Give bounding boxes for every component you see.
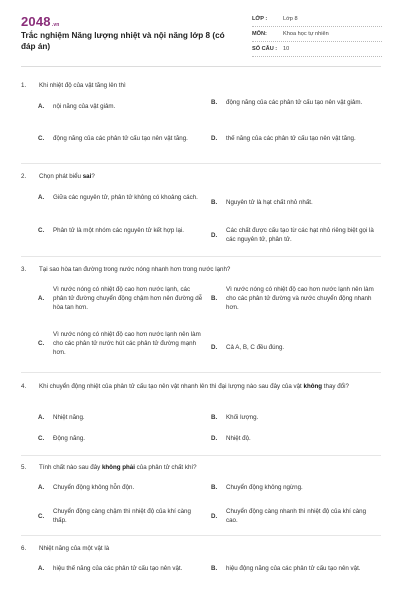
question-text: Khi nhiệt độ của vật tăng lên thì [39, 82, 126, 89]
question-text: Tính chất nào sau đây không phải của phân tử chất khí? [39, 464, 197, 471]
option-text: Chuyển động không hỗn độn. [53, 484, 135, 491]
option-text: Khối lượng. [226, 414, 259, 421]
q4-option-a[interactable] [38, 413, 203, 422]
q3-option-c[interactable] [38, 330, 203, 357]
option-text: Vì nước nóng có nhiệt độ cao hơn nước lạnh nên làm cho các phân tử đường và nước chuyển động nhanh hơn. [226, 286, 374, 311]
meta-value-socau: 10 [283, 46, 290, 52]
meta-label-lop: LỚP : [252, 16, 268, 22]
q2-option-d[interactable] [211, 226, 376, 244]
meta-row-socau [252, 42, 382, 57]
option-text: hiệu thế năng của các phân tử cấu tạo nên vật. [53, 565, 183, 572]
q6-option-b[interactable] [211, 564, 376, 573]
option-text: động năng của các phân tử cấu tạo nên vật giảm. [226, 99, 363, 106]
option-letter: B. [211, 565, 218, 572]
option-letter: A. [38, 194, 45, 201]
question-separator [21, 455, 381, 456]
question-number: 3. [21, 266, 27, 273]
page-title: Trắc nghiệm Năng lượng nhiệt và nội năng lớp 8 (có đáp án) [21, 31, 225, 51]
option-text: Vì nước nóng có nhiệt độ cao hơn nước lạnh nên làm cho các phân tử nước hút các phân tử đường mạnh hơn. [53, 331, 201, 356]
option-letter: C. [38, 340, 45, 347]
option-text: nội năng của vật giảm. [53, 103, 116, 110]
option-letter: C. [38, 435, 45, 442]
option-letter: C. [38, 512, 45, 520]
meta-label-socau: SỐ CÂU : [252, 46, 278, 52]
option-text: động năng của các phân tử cấu tạo nên vật tăng. [53, 135, 188, 142]
option-text: Giữa các nguyên tử, phân tử không có khoảng cách. [53, 194, 198, 201]
logo-text: 2048 [21, 14, 51, 29]
meta-info-box [252, 12, 382, 57]
question-separator [21, 372, 381, 373]
option-letter: B. [211, 414, 218, 421]
option-text: Vì nước nóng có nhiệt độ cao hơn nước lạnh, các phân tử đường chuyển động chậm hơn nên đường dễ hòa tan hơn. [53, 286, 203, 311]
q4-option-c[interactable] [38, 434, 203, 443]
q6-option-a[interactable] [38, 564, 203, 573]
option-letter: C. [38, 227, 45, 234]
question-number: 5. [21, 464, 27, 471]
option-letter: D. [211, 344, 218, 351]
q2-option-b[interactable] [211, 198, 376, 207]
question-text: Nhiệt năng của một vật là [39, 545, 110, 552]
q2-option-a[interactable] [38, 193, 203, 202]
logo-suffix: .vn [51, 22, 60, 28]
option-letter: D. [211, 435, 218, 442]
q4-option-b[interactable] [211, 413, 376, 422]
option-letter: A. [38, 414, 45, 421]
meta-value-lop: Lớp 8 [283, 16, 298, 22]
option-letter: A. [38, 103, 45, 110]
option-text: Chuyển động càng nhanh thì nhiệt độ của khí càng cao. [226, 508, 367, 524]
q5-option-b[interactable] [211, 483, 376, 492]
q4-option-d[interactable] [211, 434, 376, 443]
header-divider [21, 66, 381, 67]
option-text: Chuyển động càng chậm thì nhiệt độ của khí càng thấp. [53, 508, 191, 524]
option-letter: C. [38, 135, 45, 142]
q1-option-d[interactable] [211, 134, 376, 143]
option-letter: A. [38, 295, 45, 302]
q3-option-d[interactable] [211, 343, 376, 352]
option-letter: D. [211, 512, 218, 520]
option-letter: A. [38, 484, 45, 491]
option-text: Động năng. [53, 435, 85, 442]
question-text: Chọn phát biểu sai? [39, 173, 95, 180]
q3-option-a[interactable] [38, 285, 203, 312]
question-separator [21, 535, 381, 536]
question-separator [21, 163, 381, 164]
meta-value-mon: Khoa học tự nhiên [283, 31, 329, 37]
option-text: Nguyên tử là hạt chất nhỏ nhất. [226, 199, 313, 206]
option-letter: B. [211, 199, 218, 206]
meta-row-mon [252, 27, 382, 42]
question-text: Khi chuyển động nhiệt của phân tử cấu tạo nên vật nhanh lên thì đại lượng nào sau đây của vật không thay đổi? [39, 383, 349, 390]
option-letter: B. [211, 99, 218, 106]
question-number: 1. [21, 82, 27, 89]
option-letter: D. [211, 231, 218, 239]
option-text: Nhiệt năng. [53, 414, 85, 421]
q5-option-c[interactable] [38, 507, 203, 525]
meta-label-mon: MÔN: [252, 31, 267, 37]
option-letter: A. [38, 565, 45, 572]
q1-option-b[interactable] [211, 98, 376, 107]
option-text: hiệu động năng của các phân tử cấu tạo nên vật. [226, 565, 361, 572]
question-number: 4. [21, 383, 27, 390]
q5-option-d[interactable] [211, 507, 376, 525]
question-text: Tại sao hòa tan đường trong nước nóng nhanh hơn trong nước lạnh? [39, 266, 231, 273]
option-letter: B. [211, 295, 218, 302]
q2-option-c[interactable] [38, 226, 203, 235]
option-text: Các chất được cấu tạo từ các hạt nhỏ riêng biệt gọi là các nguyên tử, phân tử. [226, 227, 374, 243]
q3-option-b[interactable] [211, 285, 376, 312]
document-header [0, 0, 400, 62]
site-logo[interactable] [21, 14, 60, 29]
q1-option-c[interactable] [38, 134, 203, 143]
q1-option-a[interactable] [38, 102, 203, 111]
option-text: thế năng của các phân tử cấu tạo nên vật tăng. [226, 135, 356, 142]
option-letter: B. [211, 484, 218, 491]
option-letter: D. [211, 135, 218, 142]
question-separator [21, 256, 381, 257]
question-number: 2. [21, 173, 27, 180]
meta-row-lop [252, 12, 382, 27]
q5-option-a[interactable] [38, 483, 203, 492]
option-text: Chuyển động không ngừng. [226, 484, 303, 491]
option-text: Phân tử là một nhóm các nguyên tử kết hợp lại. [53, 227, 185, 234]
option-text: Nhiệt độ. [226, 435, 251, 442]
question-number: 6. [21, 545, 27, 552]
option-text: Cả A, B, C đều đúng. [226, 344, 285, 351]
